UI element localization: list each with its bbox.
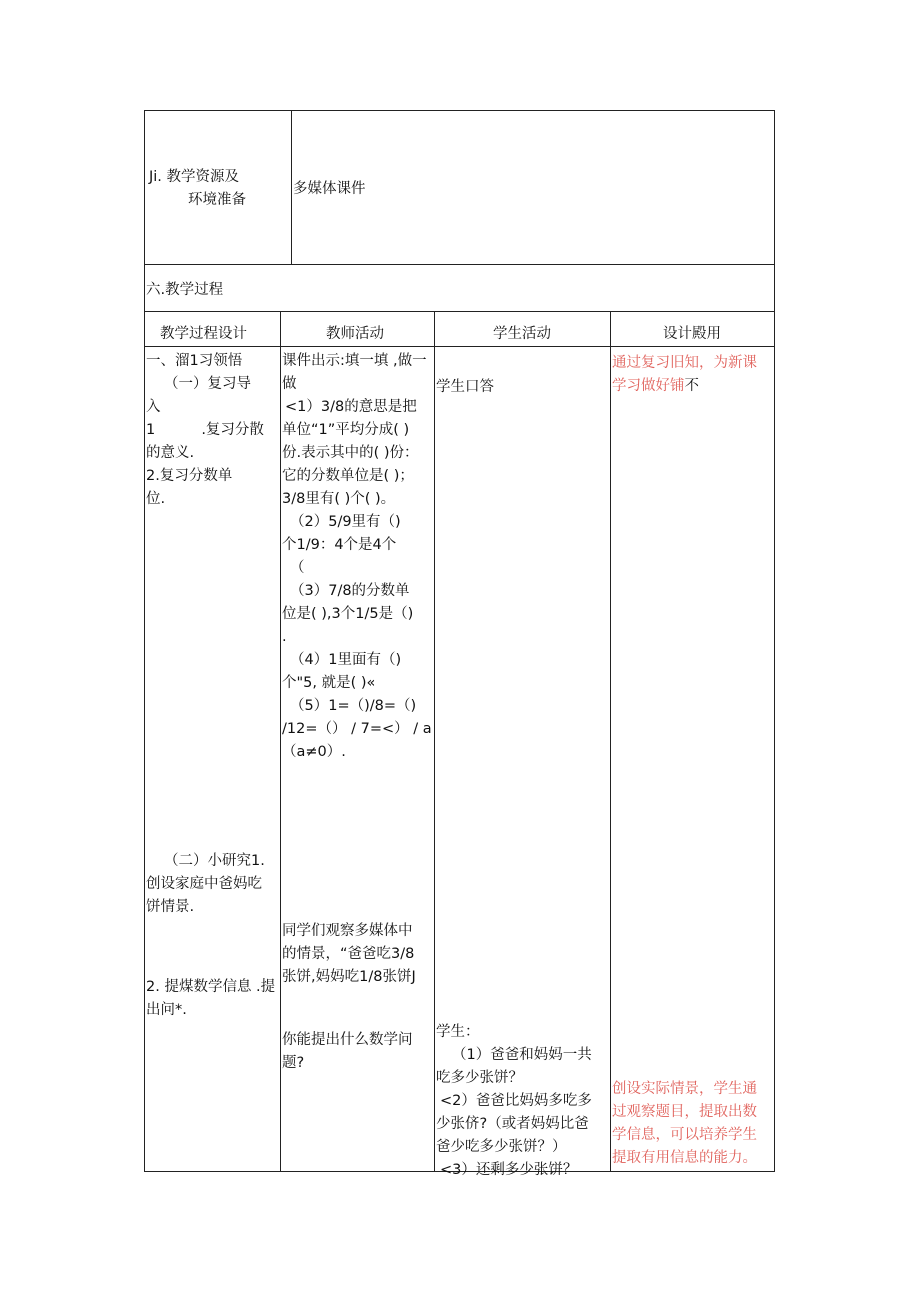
header-student: 学生活动 <box>493 326 551 342</box>
resources-label-line2: 环境准备 <box>188 192 246 208</box>
resources-value: 多媒体课件 <box>293 181 366 197</box>
teacher-line: （5）1=（)/8=（) <box>290 698 417 714</box>
border-col-1 <box>280 311 281 1171</box>
border-col-3 <box>610 311 611 1171</box>
teacher-line: （3）7/8的分数单 <box>290 583 410 599</box>
intent-black-text: 不 <box>684 378 699 394</box>
intent-line: 过观察题目，提取出数 <box>612 1104 757 1120</box>
design-line: 的意义. <box>146 445 195 461</box>
design-line: 创设家庭中爸妈吃 <box>146 876 262 892</box>
intent-line: 提取有用信息的能力。 <box>612 1150 757 1166</box>
teacher-line: 个1/9：4个是4个 <box>282 537 397 553</box>
design-line: 2.复习分数单 <box>146 468 233 484</box>
teacher-line: 张饼,妈妈吃1/8张饼J <box>282 969 416 985</box>
teacher-line: （a≠0）. <box>282 744 346 760</box>
resources-label-line1: Ji. 教学资源及 <box>149 169 240 185</box>
teacher-line: 它的分数单位是( )； <box>282 468 414 484</box>
design-line: 一、溜1习领悟 <box>146 353 243 369</box>
intent-line: 学信息，可以培养学生 <box>612 1127 757 1143</box>
student-line: 学生口答 <box>436 379 494 395</box>
design-line: （二）小研究1. <box>164 853 265 869</box>
process-title: 六.教学过程 <box>146 282 224 298</box>
student-line: （1）爸爸和妈妈一共 <box>452 1047 592 1063</box>
student-line: 爸少吃多少张饼？） <box>436 1139 567 1155</box>
header-design: 教学过程设计 <box>160 326 247 342</box>
student-line: <2）爸爸比妈妈多吃多 <box>440 1093 592 1109</box>
header-teacher: 教师活动 <box>326 326 384 342</box>
teacher-line: 同学们观察多媒体中 <box>282 923 413 939</box>
border-resources-divider <box>291 110 292 264</box>
design-line: 2. 提煤数学信息 .提 <box>146 979 276 995</box>
design-line: 入 <box>146 399 161 415</box>
teacher-line: （ <box>290 560 305 576</box>
intent-line: 通过复习旧知，为新课 <box>612 355 757 371</box>
teacher-line: 做 <box>282 376 297 392</box>
border-right <box>774 110 775 1172</box>
teacher-line: 份.表示其中的( )份： <box>282 445 419 461</box>
teacher-line: 位是( ),3个1/5是（) <box>282 606 414 622</box>
border-resources-bottom <box>144 264 775 265</box>
teacher-line: （4）1里面有（) <box>290 652 402 668</box>
design-line: 1 .复习分散 <box>146 422 264 438</box>
teacher-line: /12=（） / 7=<） / a <box>282 721 432 737</box>
teacher-line: 3/8里有( )个( )。 <box>282 491 396 507</box>
intent-red-text: 学习做好铺 <box>612 378 685 394</box>
border-header-bottom <box>144 346 775 347</box>
design-line: （一）复习导 <box>164 376 251 392</box>
border-left <box>144 110 145 1172</box>
border-col-2 <box>434 311 435 1171</box>
teacher-line: 课件出示:填一填 ,做一 <box>282 353 427 369</box>
border-top <box>144 110 775 111</box>
intent-line: 创设实际情景，学生通 <box>612 1081 757 1097</box>
design-line: 出问*. <box>146 1002 187 1018</box>
teacher-line: . <box>282 629 287 645</box>
teacher-line: 的情景，“爸爸吃3/8 <box>282 946 415 962</box>
teacher-line: 题? <box>282 1055 305 1071</box>
design-line: 饼情景. <box>146 899 195 915</box>
border-process-title-bottom <box>144 311 775 312</box>
teacher-line: （2）5/9里有（) <box>290 514 401 530</box>
student-line: <3）还剩多少张饼？ <box>440 1162 578 1178</box>
student-line: 少张侪?（或者妈妈比爸 <box>436 1116 589 1132</box>
teacher-line: <1）3/8的意思是把 <box>285 399 417 415</box>
teacher-line: 个"5, 就是( )« <box>282 675 376 691</box>
design-line: 位. <box>146 491 166 507</box>
header-intent: 设计殿用 <box>663 326 721 342</box>
student-line: 学生： <box>436 1024 480 1040</box>
teacher-line: 单位“1”平均分成( ) <box>282 422 410 438</box>
intent-line <box>612 375 699 398</box>
teacher-line: 你能提出什么数学问 <box>282 1032 413 1048</box>
student-line: 吃多少张饼？ <box>436 1070 523 1086</box>
